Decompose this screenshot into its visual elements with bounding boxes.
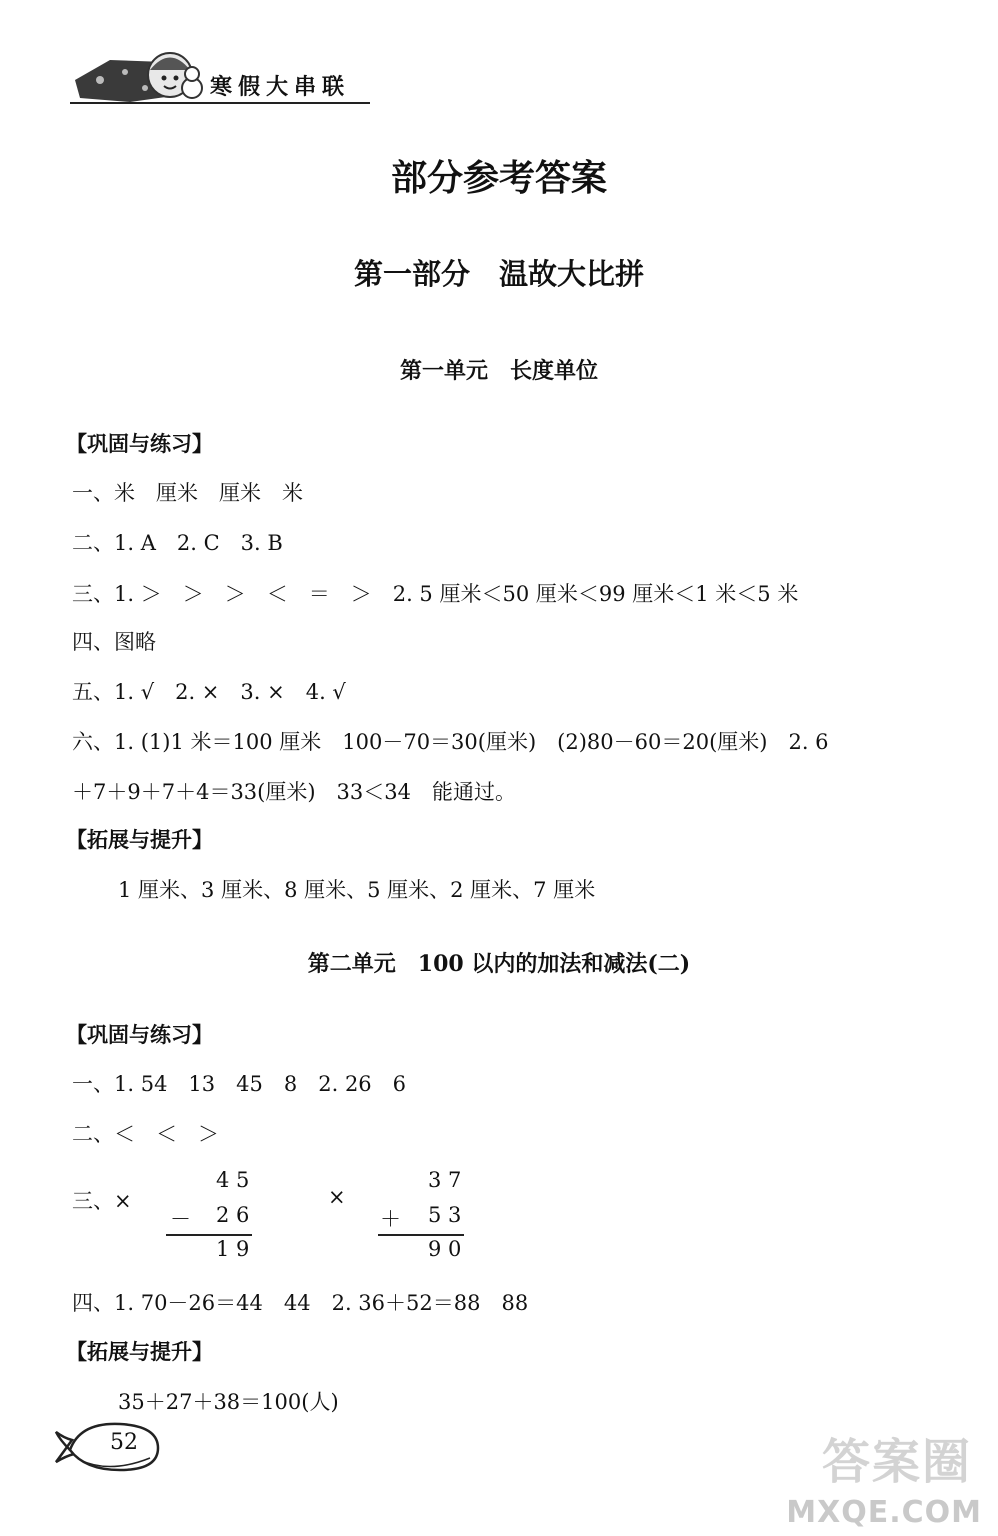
- unit1-extension-answer: 1 厘米、3 厘米、8 厘米、5 厘米、2 厘米、7 厘米: [118, 878, 596, 902]
- calc2-bottom: 5 3: [428, 1203, 462, 1227]
- unit1-answer-4: 四、图略: [72, 630, 156, 654]
- unit1-title: 第一单元 长度单位: [399, 358, 598, 384]
- unit2-answer-4: 四、1. 70－26＝44 44 2. 36＋52＝88 88: [72, 1291, 529, 1315]
- unit1-answer-2: 二、1. A 2. C 3. B: [72, 531, 283, 555]
- unit2-answer-1: 一、1. 54 13 45 8 2. 26 6: [72, 1072, 407, 1096]
- calc1-bottom: 2 6: [216, 1203, 250, 1227]
- unit1-answer-6-cont: ＋7＋9＋7＋4＝33(厘米) 33＜34 能通过。: [72, 780, 516, 804]
- calc1-operator: －: [170, 1207, 191, 1231]
- unit2-answer-2: 二、＜ ＜ ＞: [72, 1122, 219, 1146]
- unit2-answer-3-mark: ×: [328, 1185, 346, 1209]
- unit2-section-practice: 【巩固与练习】: [66, 1022, 213, 1047]
- unit1-answer-6: 六、1. (1)1 米＝100 厘米 100－70＝30(厘米) (2)80－60＝20(厘米) 2. 6: [72, 730, 829, 754]
- unit1-section-practice: 【巩固与练习】: [66, 431, 213, 456]
- calc1-rule: [166, 1234, 252, 1236]
- calc2-top: 3 7: [428, 1168, 462, 1192]
- calc2-operator: ＋: [380, 1207, 401, 1231]
- unit1-answer-5: 五、1. √ 2. × 3. × 4. √: [72, 680, 346, 704]
- watermark-logo: 答案圈: [821, 1434, 972, 1490]
- calc1-top: 4 5: [216, 1168, 250, 1192]
- calc1-result: 1 9: [216, 1237, 250, 1261]
- unit1-answer-1: 一、米 厘米 厘米 米: [72, 481, 303, 505]
- calc2-rule: [378, 1234, 464, 1236]
- document-title: 部分参考答案: [390, 157, 607, 199]
- unit1-answer-3: 三、1. ＞ ＞ ＞ ＜ ＝ ＞ 2. 5 厘米＜50 厘米＜99 厘米＜1 米＜5 米: [72, 582, 799, 606]
- calc2-result: 9 0: [428, 1237, 462, 1261]
- unit2-section-extension: 【拓展与提升】: [66, 1339, 213, 1364]
- book-title: 寒假大串联: [210, 74, 351, 100]
- page-number: 52: [110, 1430, 138, 1455]
- watermark-url: MXQE.COM: [786, 1495, 982, 1530]
- unit2-extension-answer: 35＋27＋38＝100(人): [118, 1390, 339, 1414]
- header-rule: [70, 102, 370, 104]
- part-title: 第一部分 温故大比拼: [353, 257, 644, 291]
- unit2-answer-3-prefix: 三、×: [72, 1189, 132, 1213]
- unit2-title: 第二单元 100 以内的加法和减法(二): [307, 951, 691, 977]
- unit1-section-extension: 【拓展与提升】: [66, 827, 213, 852]
